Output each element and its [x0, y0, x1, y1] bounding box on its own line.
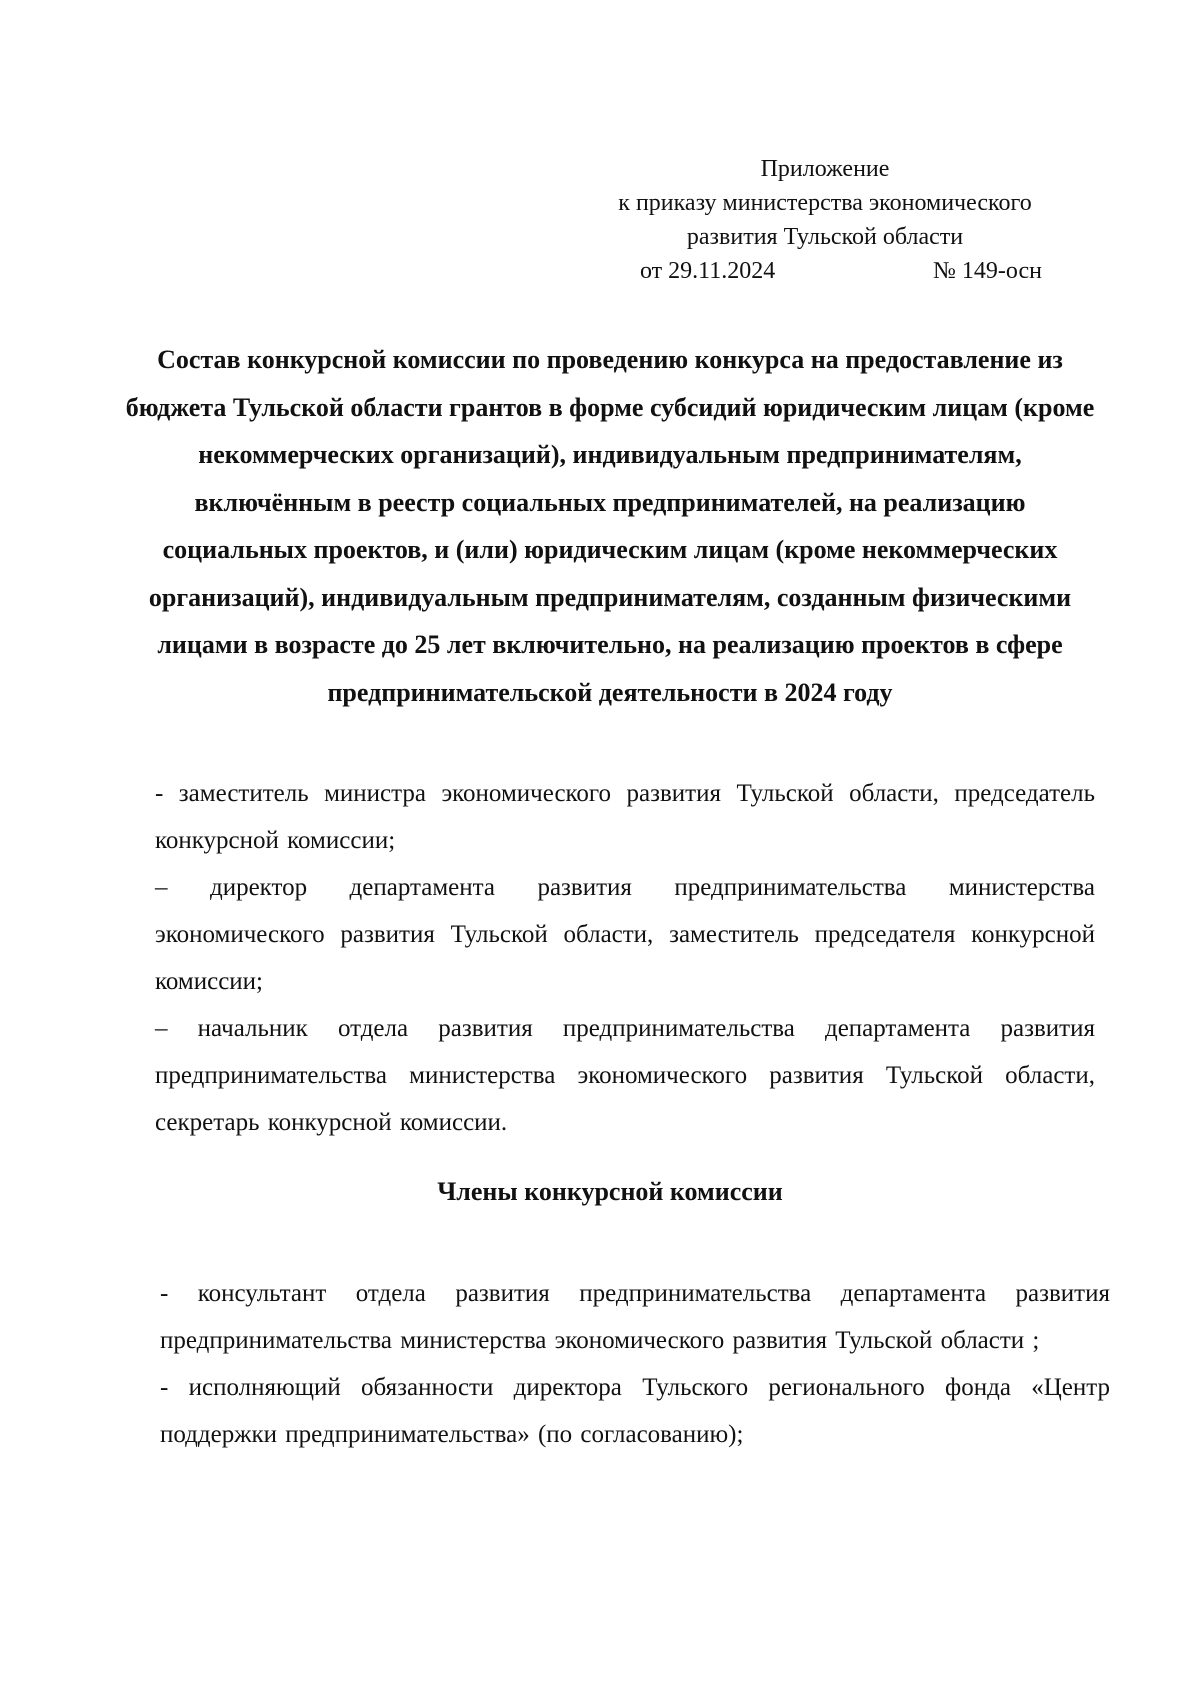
list-item: - консультант отдела развития предпринимательства департамента развития предпринимательства министерства экономического развития Тульской области ; [160, 1280, 1110, 1354]
appendix-block [590, 152, 1060, 288]
appendix-date-row [590, 254, 1060, 288]
appendix-label: Приложение [760, 156, 890, 182]
appendix-ministry: развития Тульской области [686, 224, 964, 250]
appendix-order-ref: к приказу министерства экономического [618, 190, 1032, 216]
order-number: № 149-осн [933, 258, 1042, 284]
list-item: – директор департамента развития предпринимательства министерства экономического развития Тульской области, заместитель председателя конкурсной комиссии; [155, 874, 1095, 995]
members-title: Члены конкурсной комиссии [437, 1177, 783, 1206]
main-title: Состав конкурсной комиссии по проведению конкурса на предоставление из бюджета Тульской области грантов в форме субсидий юридическим лицам (кроме некоммерческих организаций), индивидуальным предпринимателям, включённым в реестр социальных предпринимателей, на реализацию социальных проектов, и (или) юридическим лицам (кроме некоммерческих организаций), индивидуальным предпринимателям, созданным физическими лицами в возрасте до 25 лет включительно, на реализацию проектов в сфере предпринимательской деятельности в 2024 году [125, 345, 1095, 707]
list-item: - исполняющий обязанности директора Тульского регионального фонда «Центр поддержки предпринимательства» (по согласованию); [160, 1374, 1110, 1448]
list-item: – начальник отдела развития предпринимательства департамента развития предпринимательства министерства экономического развития Тульской области, секретарь конкурсной комиссии. [155, 1015, 1095, 1136]
order-date: от 29.11.2024 [640, 258, 776, 284]
members-list [160, 1270, 1110, 1458]
list-item: - заместитель министра экономического развития Тульской области, председатель конкурсной комиссии; [155, 780, 1095, 854]
leadership-list [155, 770, 1095, 1146]
